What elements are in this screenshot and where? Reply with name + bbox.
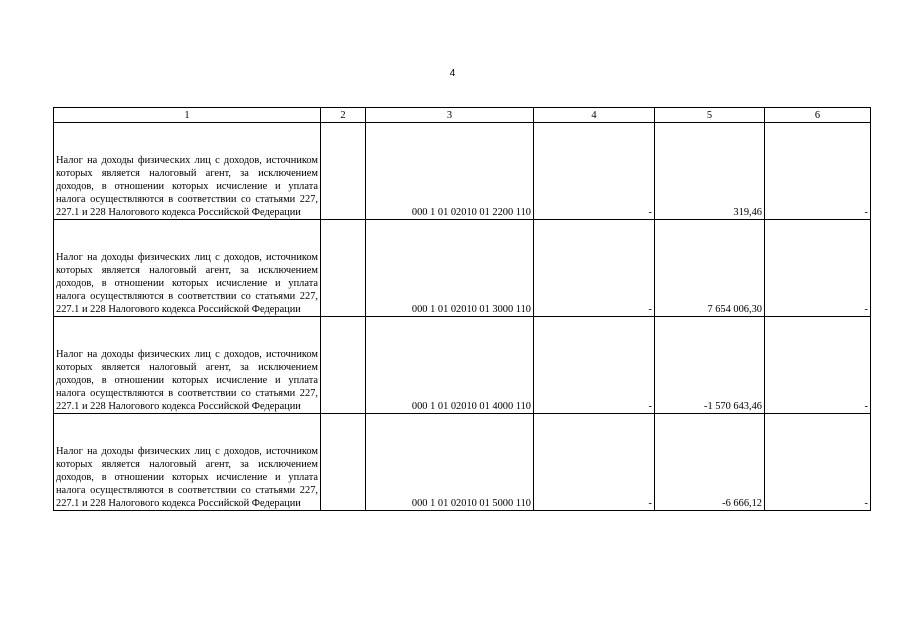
row-col2 bbox=[321, 317, 366, 414]
row-name: Налог на доходы физических лиц с доходов, источником которых является налоговый агент, за исключением доходов, в отношении которых исчисление и уплата налога осуществляются в соответствии со статьями 227, 227.1 и 228 Налогового кодекса Российской Федерации bbox=[54, 317, 321, 414]
column-header-5: 5 bbox=[655, 108, 765, 123]
row-amount: -6 666,12 bbox=[655, 414, 765, 511]
row-col6: - bbox=[765, 317, 871, 414]
row-amount: -1 570 643,46 bbox=[655, 317, 765, 414]
table-row bbox=[54, 220, 871, 317]
row-col4: - bbox=[534, 317, 655, 414]
row-col4: - bbox=[534, 220, 655, 317]
row-col4: - bbox=[534, 123, 655, 220]
page-number: 4 bbox=[449, 68, 456, 79]
row-name: Налог на доходы физических лиц с доходов, источником которых является налоговый агент, за исключением доходов, в отношении которых исчисление и уплата налога осуществляются в соответствии со статьями 227, 227.1 и 228 Налогового кодекса Российской Федерации bbox=[54, 414, 321, 511]
income-table bbox=[53, 107, 871, 511]
row-code: 000 1 01 02010 01 3000 110 bbox=[366, 220, 534, 317]
column-header-4: 4 bbox=[534, 108, 655, 123]
row-col6: - bbox=[765, 220, 871, 317]
row-amount: 7 654 006,30 bbox=[655, 220, 765, 317]
row-col4: - bbox=[534, 414, 655, 511]
table-row bbox=[54, 317, 871, 414]
row-code: 000 1 01 02010 01 5000 110 bbox=[366, 414, 534, 511]
column-header-1: 1 bbox=[54, 108, 321, 123]
row-col2 bbox=[321, 220, 366, 317]
row-name: Налог на доходы физических лиц с доходов, источником которых является налоговый агент, за исключением доходов, в отношении которых исчисление и уплата налога осуществляются в соответствии со статьями 227, 227.1 и 228 Налогового кодекса Российской Федерации bbox=[54, 123, 321, 220]
table-row bbox=[54, 414, 871, 511]
column-header-3: 3 bbox=[366, 108, 534, 123]
row-amount: 319,46 bbox=[655, 123, 765, 220]
row-col2 bbox=[321, 414, 366, 511]
table-row bbox=[54, 123, 871, 220]
header-row bbox=[54, 108, 871, 123]
row-col6: - bbox=[765, 123, 871, 220]
column-header-6: 6 bbox=[765, 108, 871, 123]
row-code: 000 1 01 02010 01 4000 110 bbox=[366, 317, 534, 414]
row-code: 000 1 01 02010 01 2200 110 bbox=[366, 123, 534, 220]
row-col6: - bbox=[765, 414, 871, 511]
row-name: Налог на доходы физических лиц с доходов, источником которых является налоговый агент, за исключением доходов, в отношении которых исчисление и уплата налога осуществляются в соответствии со статьями 227, 227.1 и 228 Налогового кодекса Российской Федерации bbox=[54, 220, 321, 317]
column-header-2: 2 bbox=[321, 108, 366, 123]
row-col2 bbox=[321, 123, 366, 220]
